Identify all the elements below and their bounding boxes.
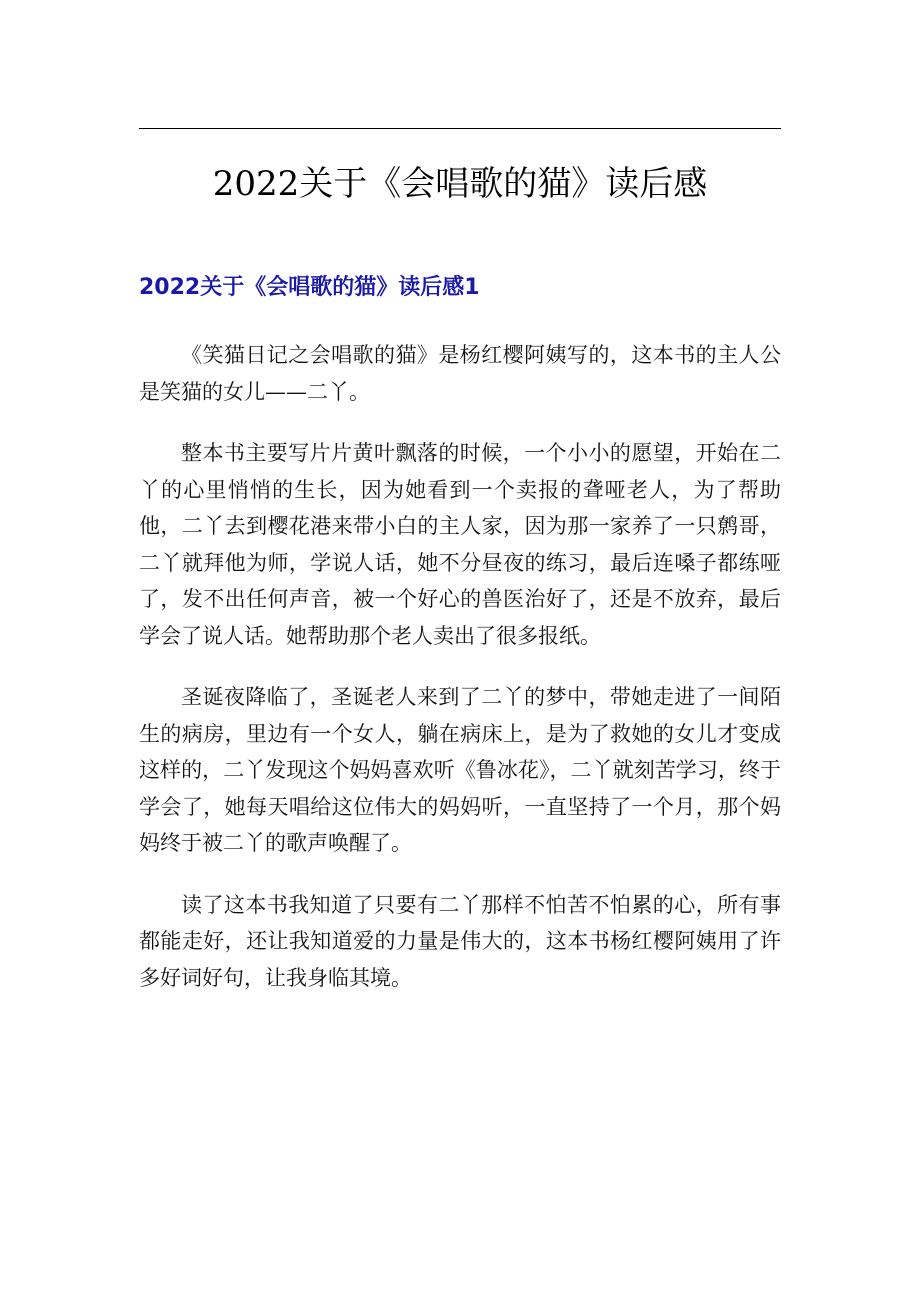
paragraph: 圣诞夜降临了，圣诞老人来到了二丫的梦中，带她走进了一间陌生的病房，里边有一个女人，躺在病床上，是为了救她的女儿才变成这样的，二丫发现这个妈妈喜欢听《鲁冰花》，二丫就刻苦学习，终于学会了，她每天唱给这位伟大的妈妈听，一直坚持了一个月，那个妈妈终于被二丫的歌声唤醒了。 xyxy=(139,685,781,855)
section-heading: 2022关于《会唱歌的猫》读后感1 xyxy=(139,275,480,300)
paragraph: 读了这本书我知道了只要有二丫那样不怕苦不怕累的心，所有事都能走好，还让我知道爱的力量是伟大的，这本书杨红樱阿姨用了许多好词好句，让我身临其境。 xyxy=(139,892,781,990)
section-body xyxy=(139,337,781,1021)
document-title: 2022关于《会唱歌的猫》读后感 xyxy=(212,164,708,204)
header-rule xyxy=(139,128,781,129)
paragraph: 整本书主要写片片黄叶飘落的时候，一个小小的愿望，开始在二丫的心里悄悄的生长，因为她看到一个卖报的聋哑老人，为了帮助他，二丫去到樱花港来带小白的主人家，因为那一家养了一只鹩哥，二丫就拜他为师，学说人话，她不分昼夜的练习，最后连嗓子都练哑了，发不出任何声音，被一个好心的兽医治好了，还是不放弃，最后学会了说人话。她帮助那个老人卖出了很多报纸。 xyxy=(139,441,781,648)
paragraph: 《笑猫日记之会唱歌的猫》是杨红樱阿姨写的，这本书的主人公是笑猫的女儿——二丫。 xyxy=(139,343,781,404)
